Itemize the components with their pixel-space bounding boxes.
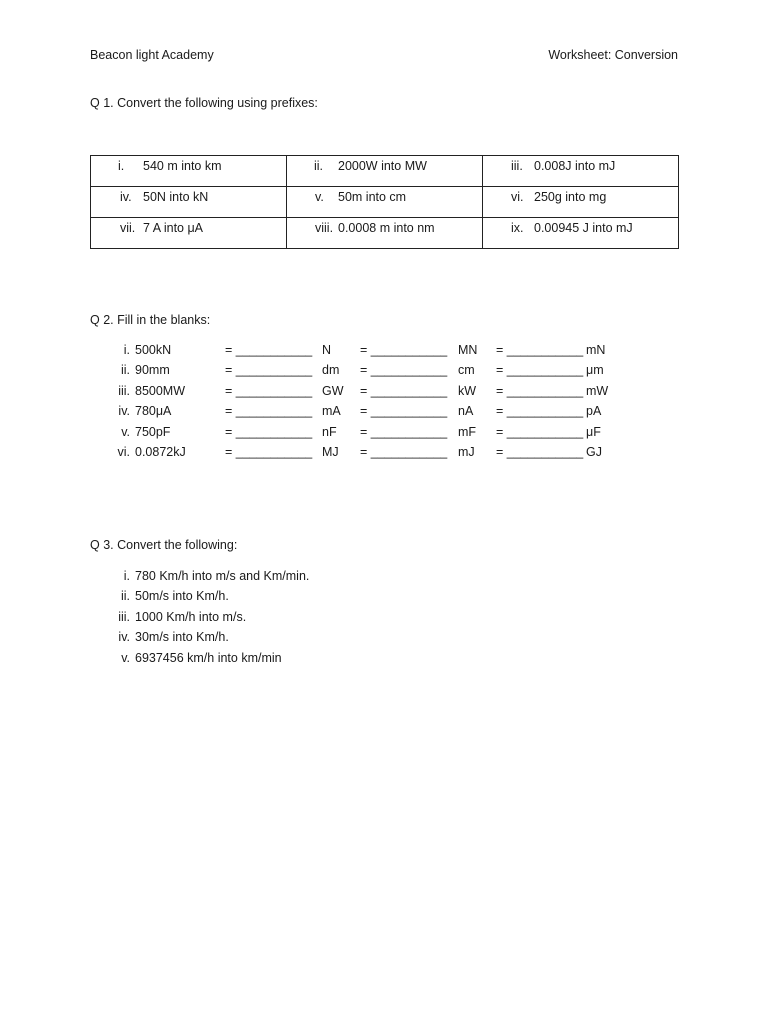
list-item: [90, 445, 690, 465]
item-text: 250g into mg: [534, 190, 607, 204]
item-number: i.: [118, 159, 125, 173]
table-cell: [91, 156, 287, 187]
table-cell: [91, 218, 287, 249]
list-item: [90, 384, 690, 404]
table-cell: [287, 187, 483, 218]
item-number: iii.: [118, 383, 130, 398]
target-unit: GJ: [586, 444, 602, 459]
list-item: [90, 630, 690, 650]
item-value: 90mm: [135, 363, 170, 378]
answer-blank: = ___________: [225, 363, 313, 378]
item-number: ii.: [120, 589, 130, 604]
item-text: 30m/s into Km/h.: [135, 630, 229, 645]
item-number: iii.: [118, 609, 130, 624]
item-text: 2000W into MW: [338, 159, 427, 173]
item-value: 8500MW: [135, 383, 186, 398]
table-cell: [287, 218, 483, 249]
answer-blank: = ___________: [225, 343, 313, 357]
answer-blank: = ___________: [360, 424, 448, 439]
item-text: 1000 Km/h into m/s.: [135, 609, 247, 624]
school-name: Beacon light Academy: [90, 48, 214, 62]
item-number: iii.: [511, 159, 523, 173]
table-row: [91, 218, 679, 249]
table-cell: [483, 156, 679, 187]
item-number: v.: [121, 650, 130, 665]
item-text: 50N into kN: [143, 190, 209, 204]
item-number: vii.: [120, 221, 136, 235]
answer-blank: = ___________: [225, 383, 313, 398]
target-unit: μm: [586, 363, 604, 378]
answer-blank: = ___________: [496, 363, 584, 378]
target-unit: mW: [586, 383, 609, 398]
item-text: 50m/s into Km/h.: [135, 589, 229, 604]
answer-blank: = ___________: [360, 404, 448, 419]
item-number: ii.: [120, 363, 130, 378]
answer-blank: = ___________: [360, 343, 448, 357]
question-3-list: [90, 569, 690, 671]
table-cell: [91, 187, 287, 218]
item-number: v.: [315, 190, 324, 204]
question-2-title: Q 2. Fill in the blanks:: [90, 313, 211, 327]
item-number: v.: [121, 424, 130, 439]
target-unit: pA: [586, 404, 602, 419]
list-item: [90, 589, 690, 609]
item-text: 0.0008 m into nm: [338, 221, 435, 235]
question-2-list: [90, 343, 690, 465]
item-text: 50m into cm: [338, 190, 407, 204]
target-unit: MJ: [322, 444, 339, 459]
target-unit: cm: [458, 363, 475, 378]
target-unit: GW: [322, 383, 344, 398]
item-text: 6937456 km/h into km/min: [135, 650, 282, 665]
target-unit: MN: [458, 343, 478, 357]
answer-blank: = ___________: [496, 343, 584, 357]
answer-blank: = ___________: [496, 444, 584, 459]
answer-blank: = ___________: [360, 383, 448, 398]
target-unit: mF: [458, 424, 477, 439]
answer-blank: = ___________: [360, 444, 448, 459]
list-item: [90, 569, 690, 589]
target-unit: kW: [458, 383, 477, 398]
question-3-title: Q 3. Convert the following:: [90, 538, 238, 552]
list-item: [90, 425, 690, 445]
item-number: iv.: [118, 404, 130, 419]
question-1-table: [90, 155, 679, 249]
item-number: vi.: [511, 190, 524, 204]
target-unit: mA: [322, 404, 341, 419]
item-number: i.: [123, 343, 130, 357]
table-row: [91, 187, 679, 218]
answer-blank: = ___________: [225, 424, 313, 439]
question-1-title: Q 1. Convert the following using prefixes:: [90, 96, 318, 110]
item-value: 780μA: [135, 404, 172, 419]
item-number: iv.: [120, 190, 132, 204]
item-number: i.: [123, 569, 130, 583]
item-number: ii.: [314, 159, 324, 173]
worksheet-title: Worksheet: Conversion: [548, 48, 678, 62]
target-unit: μF: [586, 424, 601, 439]
target-unit: nA: [458, 404, 474, 419]
page-header: [90, 48, 678, 64]
list-item: [90, 651, 690, 671]
target-unit: mN: [586, 343, 606, 357]
table-row: [91, 156, 679, 187]
answer-blank: = ___________: [496, 424, 584, 439]
item-number: viii.: [315, 221, 334, 235]
item-value: 500kN: [135, 343, 172, 357]
answer-blank: = ___________: [360, 363, 448, 378]
item-text: 7 A into μA: [143, 221, 204, 235]
item-number: vi.: [117, 444, 130, 459]
item-text: 540 m into km: [143, 159, 222, 173]
list-item: [90, 404, 690, 424]
table-cell: [483, 187, 679, 218]
item-number: ix.: [511, 221, 524, 235]
list-item: [90, 610, 690, 630]
item-value: 750pF: [135, 424, 171, 439]
item-number: iv.: [118, 630, 130, 645]
table-cell: [287, 156, 483, 187]
target-unit: nF: [322, 424, 337, 439]
item-text: 0.00945 J into mJ: [534, 221, 633, 235]
list-item: [90, 343, 690, 363]
target-unit: dm: [322, 363, 340, 378]
target-unit: mJ: [458, 444, 475, 459]
answer-blank: = ___________: [225, 404, 313, 419]
list-item: [90, 363, 690, 383]
item-text: 780 Km/h into m/s and Km/min.: [135, 569, 310, 583]
target-unit: N: [322, 343, 332, 357]
item-value: 0.0872kJ: [135, 444, 186, 459]
answer-blank: = ___________: [496, 404, 584, 419]
item-text: 0.008J into mJ: [534, 159, 616, 173]
table-cell: [483, 218, 679, 249]
answer-blank: = ___________: [496, 383, 584, 398]
answer-blank: = ___________: [225, 444, 313, 459]
